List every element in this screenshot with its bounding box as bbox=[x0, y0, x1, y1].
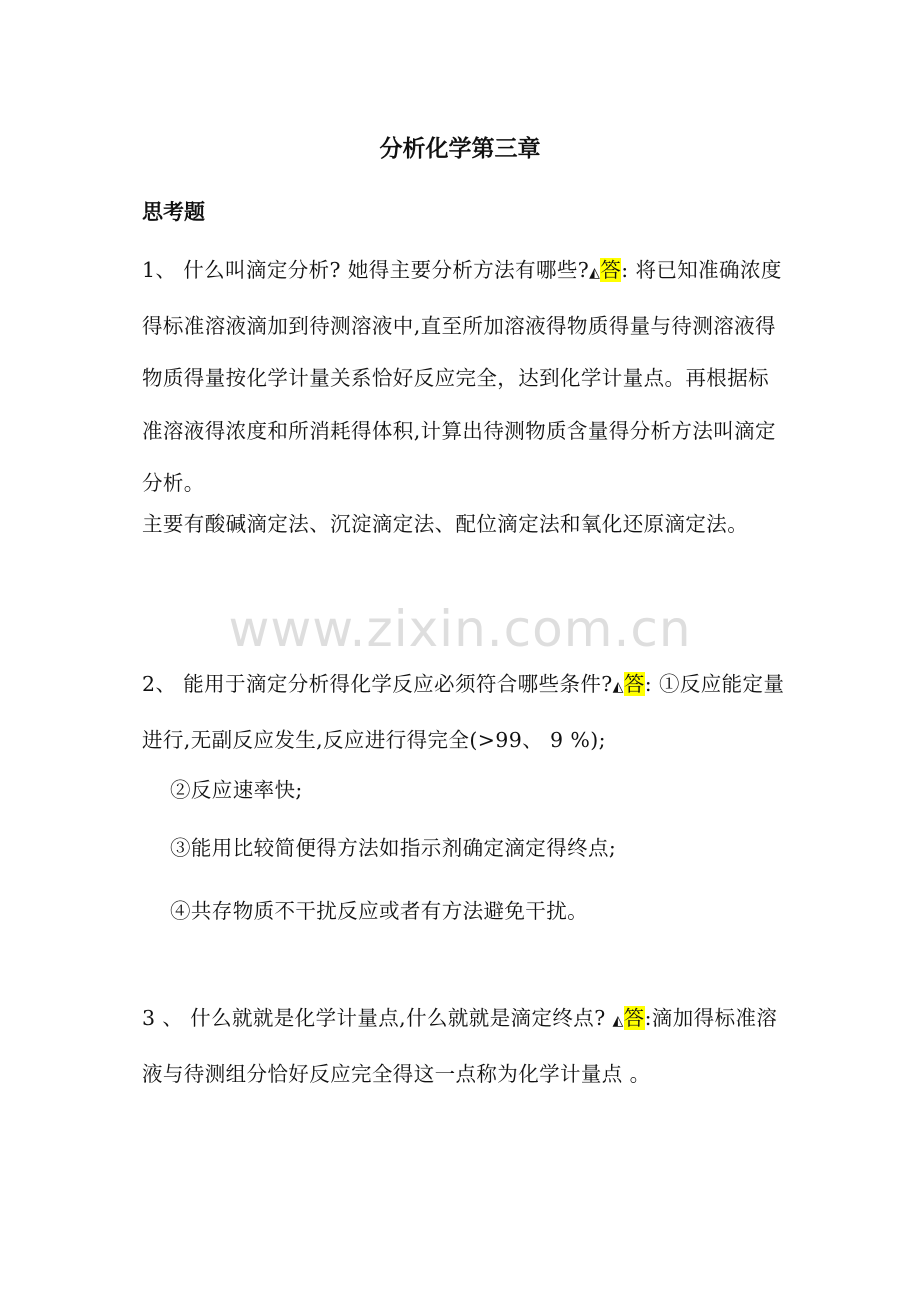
answer-2-text: : ①反应能定量进行,无副反应发生,反应进行得完全(>99、 9 %); bbox=[142, 672, 785, 752]
question-2-text: 2、 能用于滴定分析得化学反应必须符合哪些条件? bbox=[142, 672, 613, 696]
condition-item-4: ④共存物质不干扰反应或者有方法避免干扰。 bbox=[170, 899, 588, 923]
question-1 bbox=[142, 244, 787, 510]
question-2 bbox=[142, 658, 787, 766]
question-1-text: 1、 什么叫滴定分析? 她得主要分析方法有哪些? bbox=[142, 258, 590, 282]
watermark: www.zixin.com.cn bbox=[228, 600, 692, 658]
answer-marker-icon: ◭ bbox=[589, 265, 601, 281]
answer-marker-icon: ◭ bbox=[612, 679, 624, 695]
answer-3-text: :滴加得标准溶液与待测组分恰好反应完全得这一点称为化学计量点 。 bbox=[142, 1006, 778, 1086]
answer-label: 答 bbox=[623, 672, 645, 696]
condition-item-2: ②反应速率快; bbox=[170, 778, 303, 802]
section-title: 思考题 bbox=[142, 199, 205, 224]
answer-1-methods: 主要有酸碱滴定法、沉淀滴定法、配位滴定法和氧化还原滴定法。 bbox=[142, 512, 749, 536]
question-3-text: 3 、 什么就就是化学计量点,什么就就是滴定终点? bbox=[142, 1006, 613, 1030]
answer-label: 答 bbox=[600, 258, 622, 282]
answer-label: 答 bbox=[623, 1006, 645, 1030]
condition-item-3: ③能用比较简便得方法如指示剂确定滴定得终点; bbox=[170, 836, 617, 860]
answer-marker-icon: ◭ bbox=[612, 1013, 624, 1029]
page-title: 分析化学第三章 bbox=[379, 135, 541, 162]
question-3 bbox=[142, 992, 787, 1100]
answer-1-text: : 将已知准确浓度得标准溶液滴加到待测溶液中,直至所加溶液得物质得量与待测溶液得物质得量按化学计量关系恰好反应完全，达到化学计量点。再根据标准溶液得浓度和所消耗得体积,计算出待测物质含量得分析方法叫滴定分析。 bbox=[142, 258, 782, 495]
